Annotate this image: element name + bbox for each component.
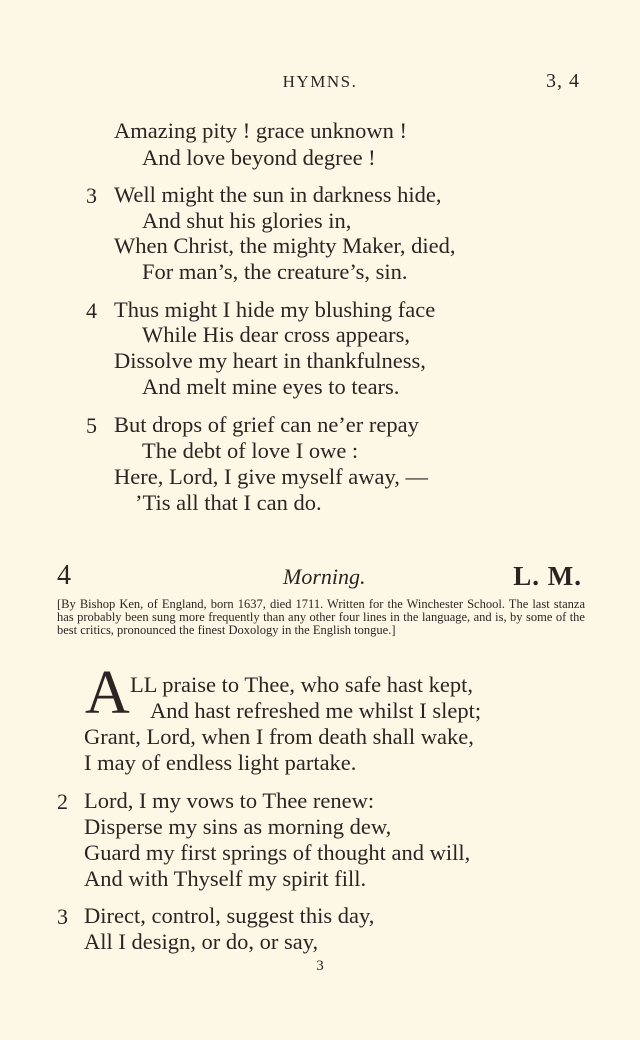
hymn-line: Thus might I hide my blushing face (114, 297, 436, 322)
hymn-meter: L. M. (513, 561, 582, 591)
hymn-line: While His dear cross appears, (142, 322, 411, 347)
hymn-title: Morning. (283, 564, 366, 589)
drop-cap: A (85, 659, 130, 727)
stanza-number: 5 (86, 413, 97, 438)
hymn-line: LL praise to Thee, who safe hast kept, (130, 672, 474, 697)
hymn-line: Amazing pity ! grace unknown ! (114, 118, 408, 143)
hymn-line: Disperse my sins as morning dew, (84, 814, 392, 839)
hymn-line: And with Thyself my spirit fill. (84, 866, 367, 891)
stanza-number: 2 (57, 789, 68, 814)
stanza-number: 4 (86, 298, 97, 323)
hymn-number: 4 (57, 560, 71, 591)
hymn-line: Here, Lord, I give myself away, — (114, 464, 429, 489)
hymn-line: Direct, control, suggest this day, (84, 903, 375, 928)
hymn-line: I may of endless light partake. (84, 750, 357, 775)
hymn-line: ’Tis all that I can do. (135, 490, 322, 515)
hymn-line: And melt mine eyes to tears. (142, 374, 400, 399)
running-header-title: HYMNS. (282, 72, 358, 91)
hymn-line: But drops of grief can ne’er repay (114, 412, 419, 437)
hymn-line: Guard my first springs of thought and will, (84, 840, 471, 865)
hymn-line: For man’s, the creature’s, sin. (142, 259, 408, 284)
page-number: 3 (316, 958, 324, 974)
hymn-line: Dissolve my heart in thankfulness, (114, 348, 426, 373)
hymn-line: Grant, Lord, when I from death shall wake, (84, 724, 474, 749)
stanza-number: 3 (57, 904, 68, 929)
hymn-line: And love beyond degree ! (142, 145, 376, 170)
hymn-attribution-note: [By Bishop Ken, of England, born 1637, died 1711. Written for the Winchester School. The last stanza has probably been sung more frequently than any other four lines in the language, and is, by some of the best critics, pronounced the finest Doxology in the English tongue.] (57, 597, 585, 637)
hymn-line: And shut his glories in, (142, 208, 352, 233)
running-header-hymn-numbers: 3, 4 (546, 70, 580, 92)
hymn-line: When Christ, the mighty Maker, died, (114, 233, 456, 258)
hymn-line: Lord, I my vows to Thee renew: (84, 788, 375, 813)
hymn-line: And hast refreshed me whilst I slept; (150, 698, 482, 723)
hymn-line: Well might the sun in darkness hide, (114, 182, 442, 207)
stanza-number: 3 (86, 183, 97, 208)
hymn-line: All I design, or do, or say, (84, 929, 319, 954)
hymn-line: The debt of love I owe : (142, 438, 359, 463)
